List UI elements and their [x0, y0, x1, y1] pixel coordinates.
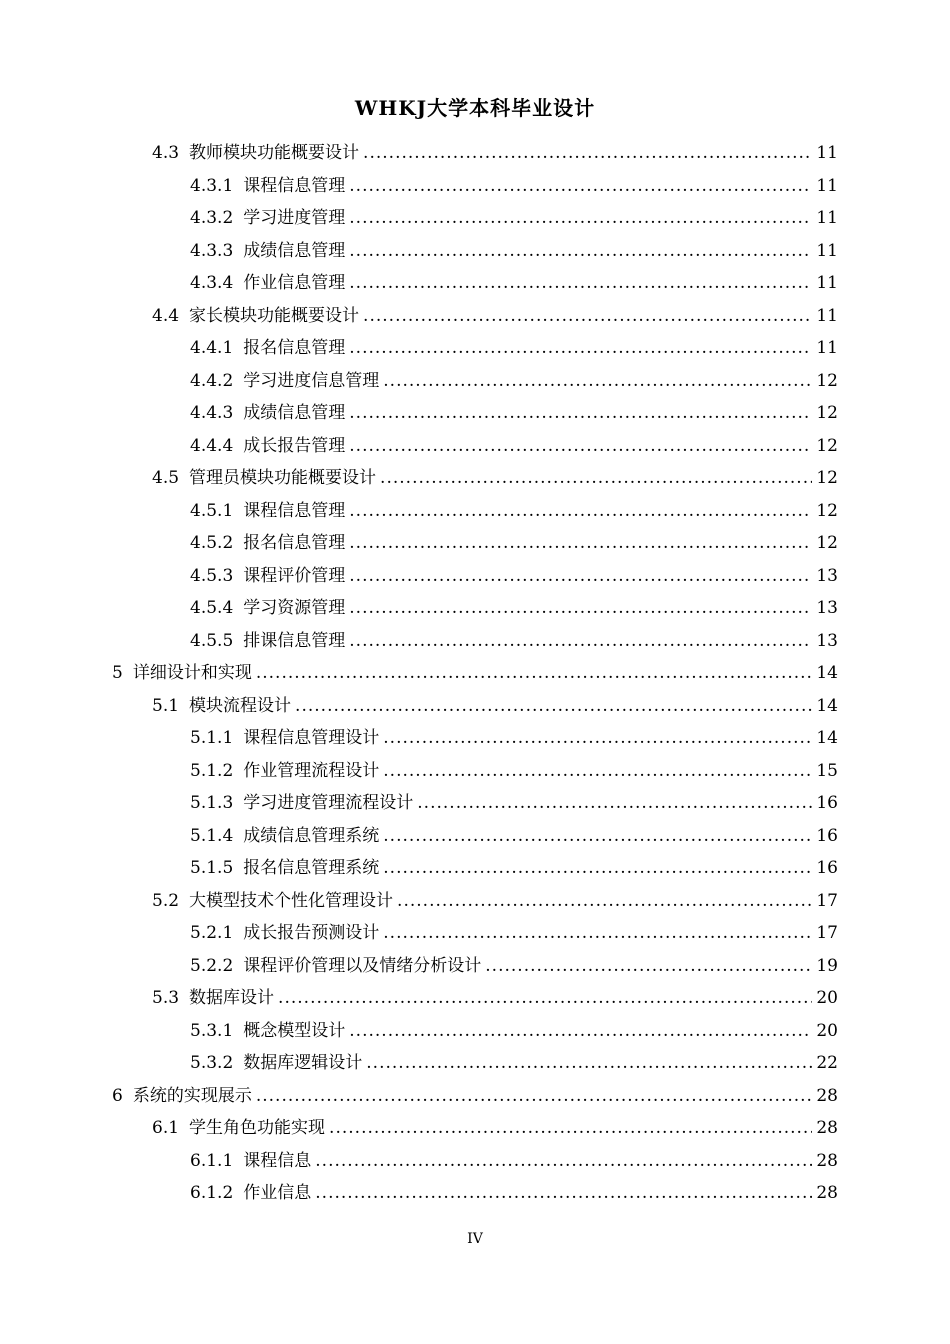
toc-dot-leader: [256, 1080, 812, 1112]
toc-entry-title: 报名信息管理系统: [243, 858, 380, 878]
toc-entry-page: 13: [816, 630, 838, 651]
toc-dot-leader: [278, 982, 812, 1014]
toc-entry-number: 5: [112, 663, 123, 683]
toc-entry[interactable]: [190, 235, 838, 267]
toc-entry-number: 4.5.5: [190, 630, 234, 651]
toc-entry-number: 4.3: [152, 143, 180, 163]
toc-entry-title: 家长模块功能概要设计: [189, 305, 360, 326]
toc-entry-page: 11: [816, 208, 838, 228]
toc-dot-leader: [383, 820, 812, 852]
toc-entry[interactable]: [190, 755, 838, 787]
toc-dot-leader: [349, 267, 812, 299]
toc-entry-number: 4.5.3: [190, 565, 234, 586]
toc-entry-page: 20: [816, 988, 838, 1008]
toc-entry-number: 4.4.2: [190, 370, 234, 391]
toc-entry-page: 12: [816, 435, 838, 456]
toc-dot-leader: [349, 560, 812, 592]
toc-entry-number: 4.5: [152, 468, 180, 488]
toc-entry-number: 4.4.4: [190, 435, 234, 456]
toc-entry[interactable]: [190, 430, 838, 462]
toc-dot-leader: [363, 300, 812, 332]
toc-dot-leader: [349, 202, 812, 234]
toc-entry-title: 作业信息: [243, 1183, 312, 1203]
toc-entry-page: 13: [816, 598, 838, 618]
toc-dot-leader: [349, 397, 812, 429]
toc-entry-number: 4.3.2: [190, 208, 234, 228]
toc-entry-number: 5.2.2: [190, 955, 234, 976]
toc-entry[interactable]: [190, 592, 838, 624]
toc-entry[interactable]: [190, 332, 838, 364]
toc-entry-number: 5.3.1: [190, 1020, 234, 1041]
toc-entry-title: 管理员模块功能概要设计: [189, 468, 377, 488]
toc-entry-page: 11: [816, 240, 838, 261]
toc-entry-title: 作业管理流程设计: [243, 760, 380, 781]
toc-entry[interactable]: [190, 787, 838, 819]
toc-dot-leader: [349, 625, 812, 657]
toc-entry[interactable]: [190, 852, 838, 884]
toc-entry[interactable]: [190, 917, 838, 949]
toc-entry-page: 14: [816, 663, 838, 683]
toc-entry-title: 教师模块功能概要设计: [189, 143, 360, 163]
toc-entry-title: 排课信息管理: [243, 630, 346, 651]
page-header-title: WHKJ大学本科毕业设计: [354, 96, 596, 120]
toc-entry[interactable]: [190, 495, 838, 527]
toc-entry-number: 5.3: [152, 988, 180, 1008]
toc-entry-title: 学生角色功能实现: [189, 1118, 326, 1138]
toc-entry[interactable]: [152, 462, 838, 494]
toc-entry-page: 12: [816, 500, 838, 521]
toc-entry-number: 5.2: [152, 890, 180, 911]
toc-dot-leader: [383, 917, 812, 949]
toc-entry-title: 数据库设计: [189, 988, 275, 1008]
toc-entry[interactable]: [190, 1015, 838, 1047]
toc-entry-title: 成长报告管理: [243, 435, 346, 456]
toc-dot-leader: [380, 462, 812, 494]
toc-entry-number: 4.4: [152, 305, 180, 326]
toc-entry-title: 学习进度管理流程设计: [243, 793, 414, 813]
toc-entry-title: 课程信息: [243, 1150, 312, 1171]
toc-entry-number: 5.2.1: [190, 923, 234, 943]
toc-entry[interactable]: [190, 1177, 838, 1209]
toc-entry-title: 作业信息管理: [243, 273, 346, 293]
toc-entry[interactable]: [190, 527, 838, 559]
toc-entry-number: 4.4.1: [190, 338, 234, 358]
toc-entry-title: 成长报告预测设计: [243, 923, 380, 943]
toc-dot-leader: [349, 527, 812, 559]
toc-entry[interactable]: [190, 397, 838, 429]
toc-entry-page: 11: [816, 175, 838, 196]
toc-entry-number: 4.4.3: [190, 403, 234, 423]
toc-dot-leader: [349, 1015, 812, 1047]
toc-dot-leader: [349, 592, 812, 624]
toc-entry-page: 11: [816, 143, 838, 163]
toc-entry[interactable]: [112, 657, 838, 689]
toc-entry-title: 成绩信息管理系统: [243, 825, 380, 846]
toc-entry-title: 详细设计和实现: [132, 663, 252, 683]
toc-entry[interactable]: [190, 365, 838, 397]
toc-dot-leader: [295, 690, 812, 722]
toc-entry-number: 6: [112, 1085, 123, 1106]
toc-entry-title: 学习资源管理: [243, 598, 346, 618]
toc-entry-page: 12: [816, 370, 838, 391]
toc-entry-page: 28: [816, 1085, 838, 1106]
toc-dot-leader: [349, 332, 812, 364]
toc-entry[interactable]: [152, 1112, 838, 1144]
page-number: IV: [467, 1231, 483, 1247]
toc-entry-title: 课程信息管理设计: [243, 728, 380, 748]
toc-entry-number: 6.1: [152, 1118, 180, 1138]
toc-entry-number: 5.1: [152, 695, 180, 716]
toc-entry[interactable]: [190, 267, 838, 299]
toc-entry-number: 4.3.4: [190, 273, 234, 293]
toc-entry-page: 16: [816, 825, 838, 846]
toc-dot-leader: [256, 657, 812, 689]
toc-dot-leader: [349, 235, 812, 267]
toc-entry-number: 4.5.4: [190, 598, 234, 618]
toc-entry-page: 11: [816, 273, 838, 293]
toc-entry-title: 成绩信息管理: [243, 403, 346, 423]
toc-dot-leader: [363, 137, 812, 169]
toc-entry[interactable]: [190, 560, 838, 592]
toc-dot-leader: [383, 852, 812, 884]
toc-entry[interactable]: [152, 885, 838, 917]
toc-entry[interactable]: [190, 1047, 838, 1079]
toc-dot-leader: [485, 950, 812, 982]
toc-entry-title: 数据库逻辑设计: [243, 1053, 363, 1073]
toc-dot-leader: [315, 1177, 812, 1209]
toc-entry-number: 4.3.1: [190, 175, 234, 196]
toc-dot-leader: [383, 722, 812, 754]
toc-entry-title: 成绩信息管理: [243, 240, 346, 261]
toc-entry[interactable]: [112, 1080, 838, 1112]
toc-entry-title: 课程信息管理: [243, 175, 346, 196]
toc-entry-page: 16: [816, 858, 838, 878]
toc-entry-page: 11: [816, 338, 838, 358]
toc-entry-number: 5.1.3: [190, 793, 234, 813]
toc-entry-page: 14: [816, 695, 838, 716]
toc-dot-leader: [417, 787, 812, 819]
toc-entry-title: 报名信息管理: [243, 338, 346, 358]
toc-dot-leader: [349, 430, 812, 462]
toc-entry-number: 6.1.2: [190, 1183, 234, 1203]
toc-entry-page: 17: [816, 923, 838, 943]
toc-entry-page: 13: [816, 565, 838, 586]
toc-entry-title: 学习进度管理: [243, 208, 346, 228]
toc-entry[interactable]: [190, 820, 838, 852]
toc-dot-leader: [349, 170, 812, 202]
toc-entry-page: 28: [816, 1118, 838, 1138]
toc-entry[interactable]: [152, 690, 838, 722]
toc-entry[interactable]: [190, 202, 838, 234]
toc-entry[interactable]: [152, 982, 838, 1014]
toc-dot-leader: [349, 495, 812, 527]
toc-entry-number: 5.3.2: [190, 1053, 234, 1073]
toc-entry-title: 概念模型设计: [243, 1020, 346, 1041]
toc-dot-leader: [329, 1112, 812, 1144]
toc-entry-number: 4.5.2: [190, 533, 234, 553]
toc-entry[interactable]: [190, 625, 838, 657]
toc-entry-number: 5.1.4: [190, 825, 234, 846]
toc-entry-number: 4.3.3: [190, 240, 234, 261]
toc-dot-leader: [383, 365, 812, 397]
toc-entry-number: 6.1.1: [190, 1150, 234, 1171]
toc-dot-leader: [315, 1145, 812, 1177]
toc-entry-title: 报名信息管理: [243, 533, 346, 553]
toc-entry-page: 12: [816, 533, 838, 553]
toc-dot-leader: [366, 1047, 812, 1079]
toc-entry[interactable]: [190, 1145, 838, 1177]
toc-entry-title: 课程评价管理: [243, 565, 346, 586]
toc-entry-number: 4.5.1: [190, 500, 234, 521]
toc-entry-page: 12: [816, 468, 838, 488]
toc-entry-page: 22: [816, 1053, 838, 1073]
toc-entry-page: 15: [816, 760, 838, 781]
toc-entry-page: 20: [816, 1020, 838, 1041]
toc-entry-title: 系统的实现展示: [132, 1085, 252, 1106]
toc-entry-page: 17: [816, 890, 838, 911]
toc-entry-page: 11: [816, 305, 838, 326]
toc-entry[interactable]: [190, 170, 838, 202]
toc-entry-number: 5.1.5: [190, 858, 234, 878]
toc-entry-page: 14: [816, 728, 838, 748]
toc-entry-title: 模块流程设计: [189, 695, 292, 716]
toc-entry-number: 5.1.1: [190, 728, 234, 748]
toc-entry-title: 学习进度信息管理: [243, 370, 380, 391]
toc-entry-page: 19: [816, 955, 838, 976]
toc-entry[interactable]: [190, 722, 838, 754]
toc-entry-title: 课程评价管理以及情绪分析设计: [243, 955, 482, 976]
toc-entry-number: 5.1.2: [190, 760, 234, 781]
toc-entry-page: 28: [816, 1150, 838, 1171]
toc-entry-page: 16: [816, 793, 838, 813]
toc-entry-page: 28: [816, 1183, 838, 1203]
toc-dot-leader: [397, 885, 812, 917]
toc-entry[interactable]: [190, 950, 838, 982]
toc-entry[interactable]: [152, 300, 838, 332]
toc-dot-leader: [383, 755, 812, 787]
toc-entry-title: 课程信息管理: [243, 500, 346, 521]
toc-entry-page: 12: [816, 403, 838, 423]
toc-entry[interactable]: [152, 137, 838, 169]
toc-entry-title: 大模型技术个性化管理设计: [189, 890, 394, 911]
